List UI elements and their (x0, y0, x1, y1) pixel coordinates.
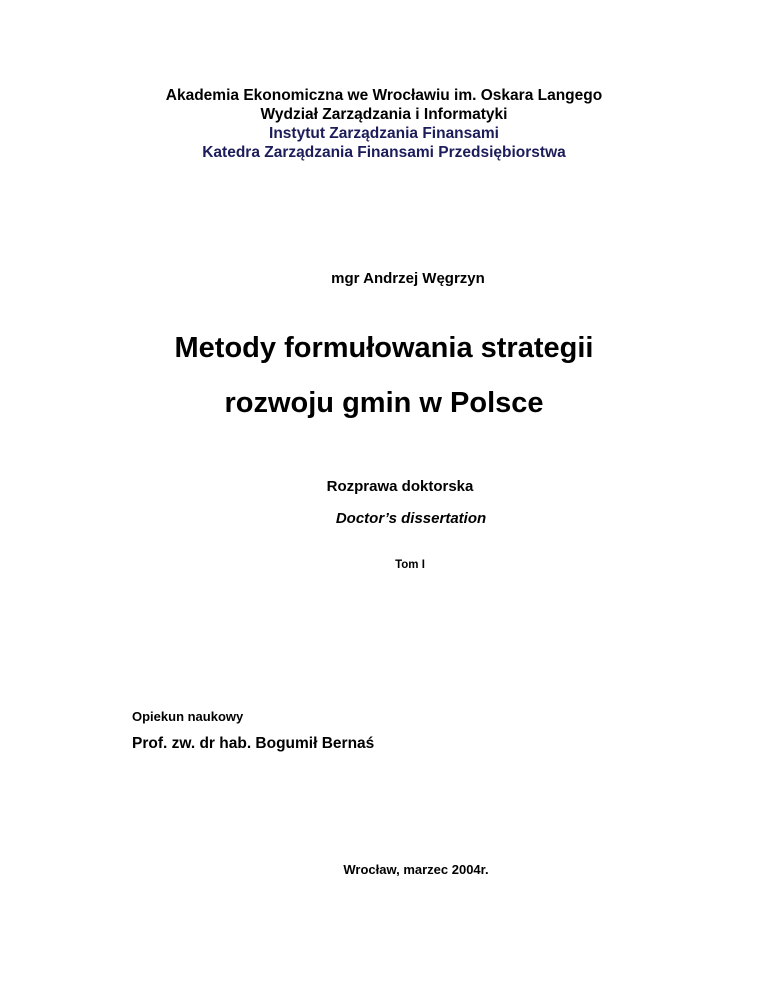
thesis-title-line-1: Metody formułowania strategii (174, 332, 594, 364)
volume-label: Tom I (395, 559, 425, 571)
supervisor-label: Opiekun naukowy (132, 709, 244, 724)
supervisor-name: Prof. zw. dr hab. Bogumił Bernaś (132, 735, 375, 752)
faculty-name: Wydział Zarządzania i Informatyki (260, 106, 508, 123)
place-and-date: Wrocław, marzec 2004r. (343, 862, 489, 877)
department-name: Katedra Zarządzania Finansami Przedsiębiorstwa (202, 144, 566, 161)
university-name: Akademia Ekonomiczna we Wrocławiu im. Oskara Langego (165, 87, 603, 104)
document-type-english: Doctor’s dissertation (335, 510, 487, 527)
institute-name: Instytut Zarządzania Finansami (269, 125, 499, 142)
document-type-polish: Rozprawa doktorska (326, 478, 474, 495)
author-name: mgr Andrzej Węgrzyn (331, 270, 485, 287)
thesis-title-line-2: rozwoju gmin w Polsce (224, 387, 544, 419)
